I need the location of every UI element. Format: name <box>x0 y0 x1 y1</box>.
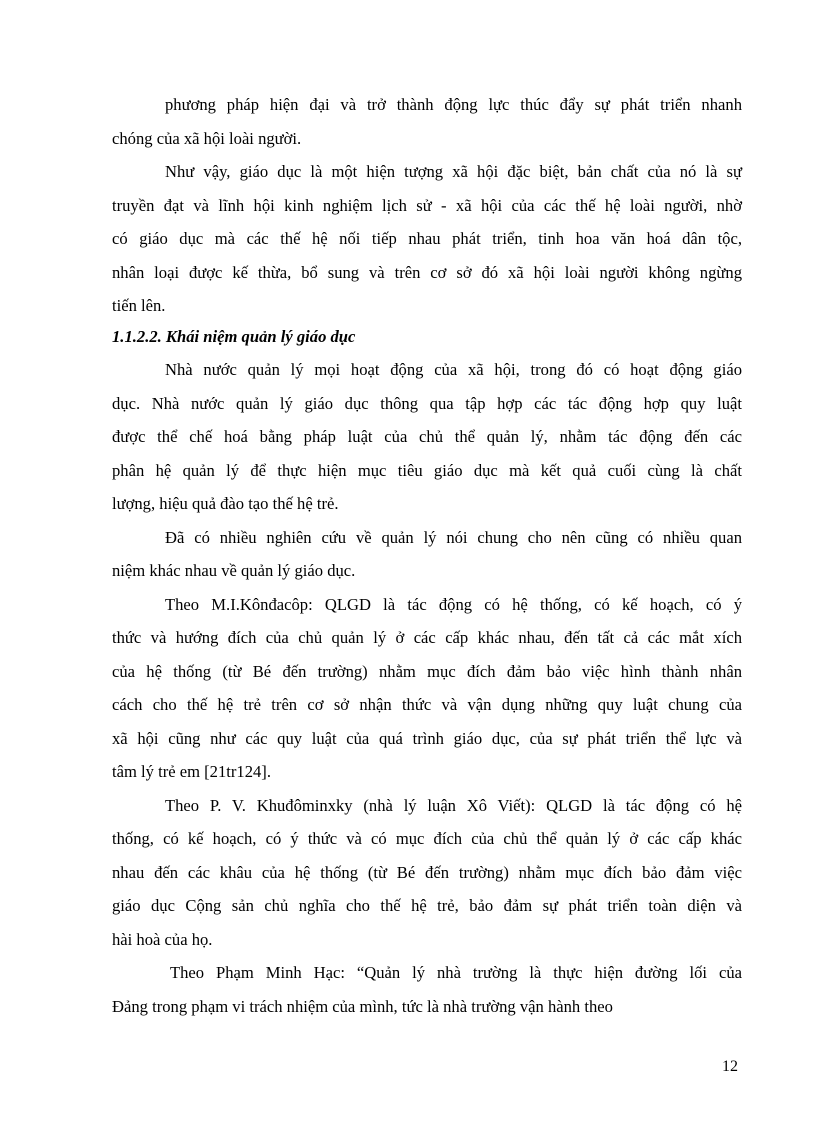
text-line: Nhà nước quản lý mọi hoạt động của xã hội, trong đó có hoạt động giáo <box>165 360 742 379</box>
text-line: Như vậy, giáo dục là một hiện tượng xã hội đặc biệt, bản chất của nó là sự <box>165 162 742 181</box>
text-line: Đảng trong phạm vi trách nhiệm của mình, tức là nhà trường vận hành theo <box>112 997 613 1016</box>
text-line: dục. Nhà nước quản lý giáo dục thông qua tập hợp các tác động hợp quy luật <box>112 394 742 413</box>
text-line: phân hệ quản lý để thực hiện mục tiêu giáo dục mà kết quả cuối cùng là chất <box>112 461 742 480</box>
text-line: có giáo dục mà các thế hệ nối tiếp nhau phát triển, tinh hoa văn hoá dân tộc, <box>112 229 742 248</box>
text-line: thức và hướng đích của chủ quản lý ở các cấp khác nhau, đến tất cả các mắt xích <box>112 628 742 647</box>
text-line: của hệ thống (từ Bé đến trường) nhằm mục đích đảm bảo việc hình thành nhân <box>112 662 742 681</box>
text-line: được thể chế hoá bằng pháp luật của chủ thể quản lý, nhằm tác động đến các <box>112 427 742 446</box>
text-line: Đã có nhiều nghiên cứu về quản lý nói chung cho nên cũng có nhiều quan <box>165 528 742 547</box>
text-line: cách cho thế hệ trẻ trên cơ sở nhận thức và vận dụng những quy luật chung của <box>112 695 742 714</box>
text-line: nhân loại được kế thừa, bổ sung và trên cơ sở đó xã hội loài người không ngừng <box>112 263 742 282</box>
text-line: nhau đến các khâu của hệ thống (từ Bé đến trường) nhằm mục đích bảo đảm việc <box>112 863 742 882</box>
text-line: Theo P. V. Khuđôminxky (nhà lý luận Xô Viết): QLGD là tác động có hệ <box>165 796 742 815</box>
text-line: tiến lên. <box>112 296 166 315</box>
text-line: truyền đạt và lĩnh hội kinh nghiệm lịch sử - xã hội của các thế hệ loài người, nhờ <box>112 196 742 215</box>
text-line: giáo dục Cộng sản chủ nghĩa cho thế hệ trẻ, bảo đảm sự phát triển toàn diện và <box>112 896 742 915</box>
section-heading: 1.1.2.2. Khái niệm quản lý giáo dục <box>112 327 356 346</box>
page-number: 12 <box>722 1058 738 1075</box>
text-line: tâm lý trẻ em [21tr124]. <box>112 762 271 781</box>
text-line: chóng của xã hội loài người. <box>112 129 302 148</box>
text-line: xã hội cũng như các quy luật của quá trình giáo dục, của sự phát triển thể lực và <box>112 729 742 748</box>
text-line: phương pháp hiện đại và trở thành động lực thúc đẩy sự phát triển nhanh <box>165 95 742 114</box>
text-line: Theo M.I.Kônđacôp: QLGD là tác động có hệ thống, có kế hoạch, có ý <box>165 595 742 614</box>
text-line: Theo Phạm Minh Hạc: “Quản lý nhà trường là thực hiện đường lối của <box>170 963 742 982</box>
text-line: lượng, hiệu quả đào tạo thế hệ trẻ. <box>112 494 339 513</box>
text-line: hài hoà của họ. <box>112 930 213 949</box>
text-line: thống, có kế hoạch, có ý thức và có mục đích của chủ thể quản lý ở các cấp khác <box>112 829 742 848</box>
text-line: niệm khác nhau về quản lý giáo dục. <box>112 561 356 580</box>
